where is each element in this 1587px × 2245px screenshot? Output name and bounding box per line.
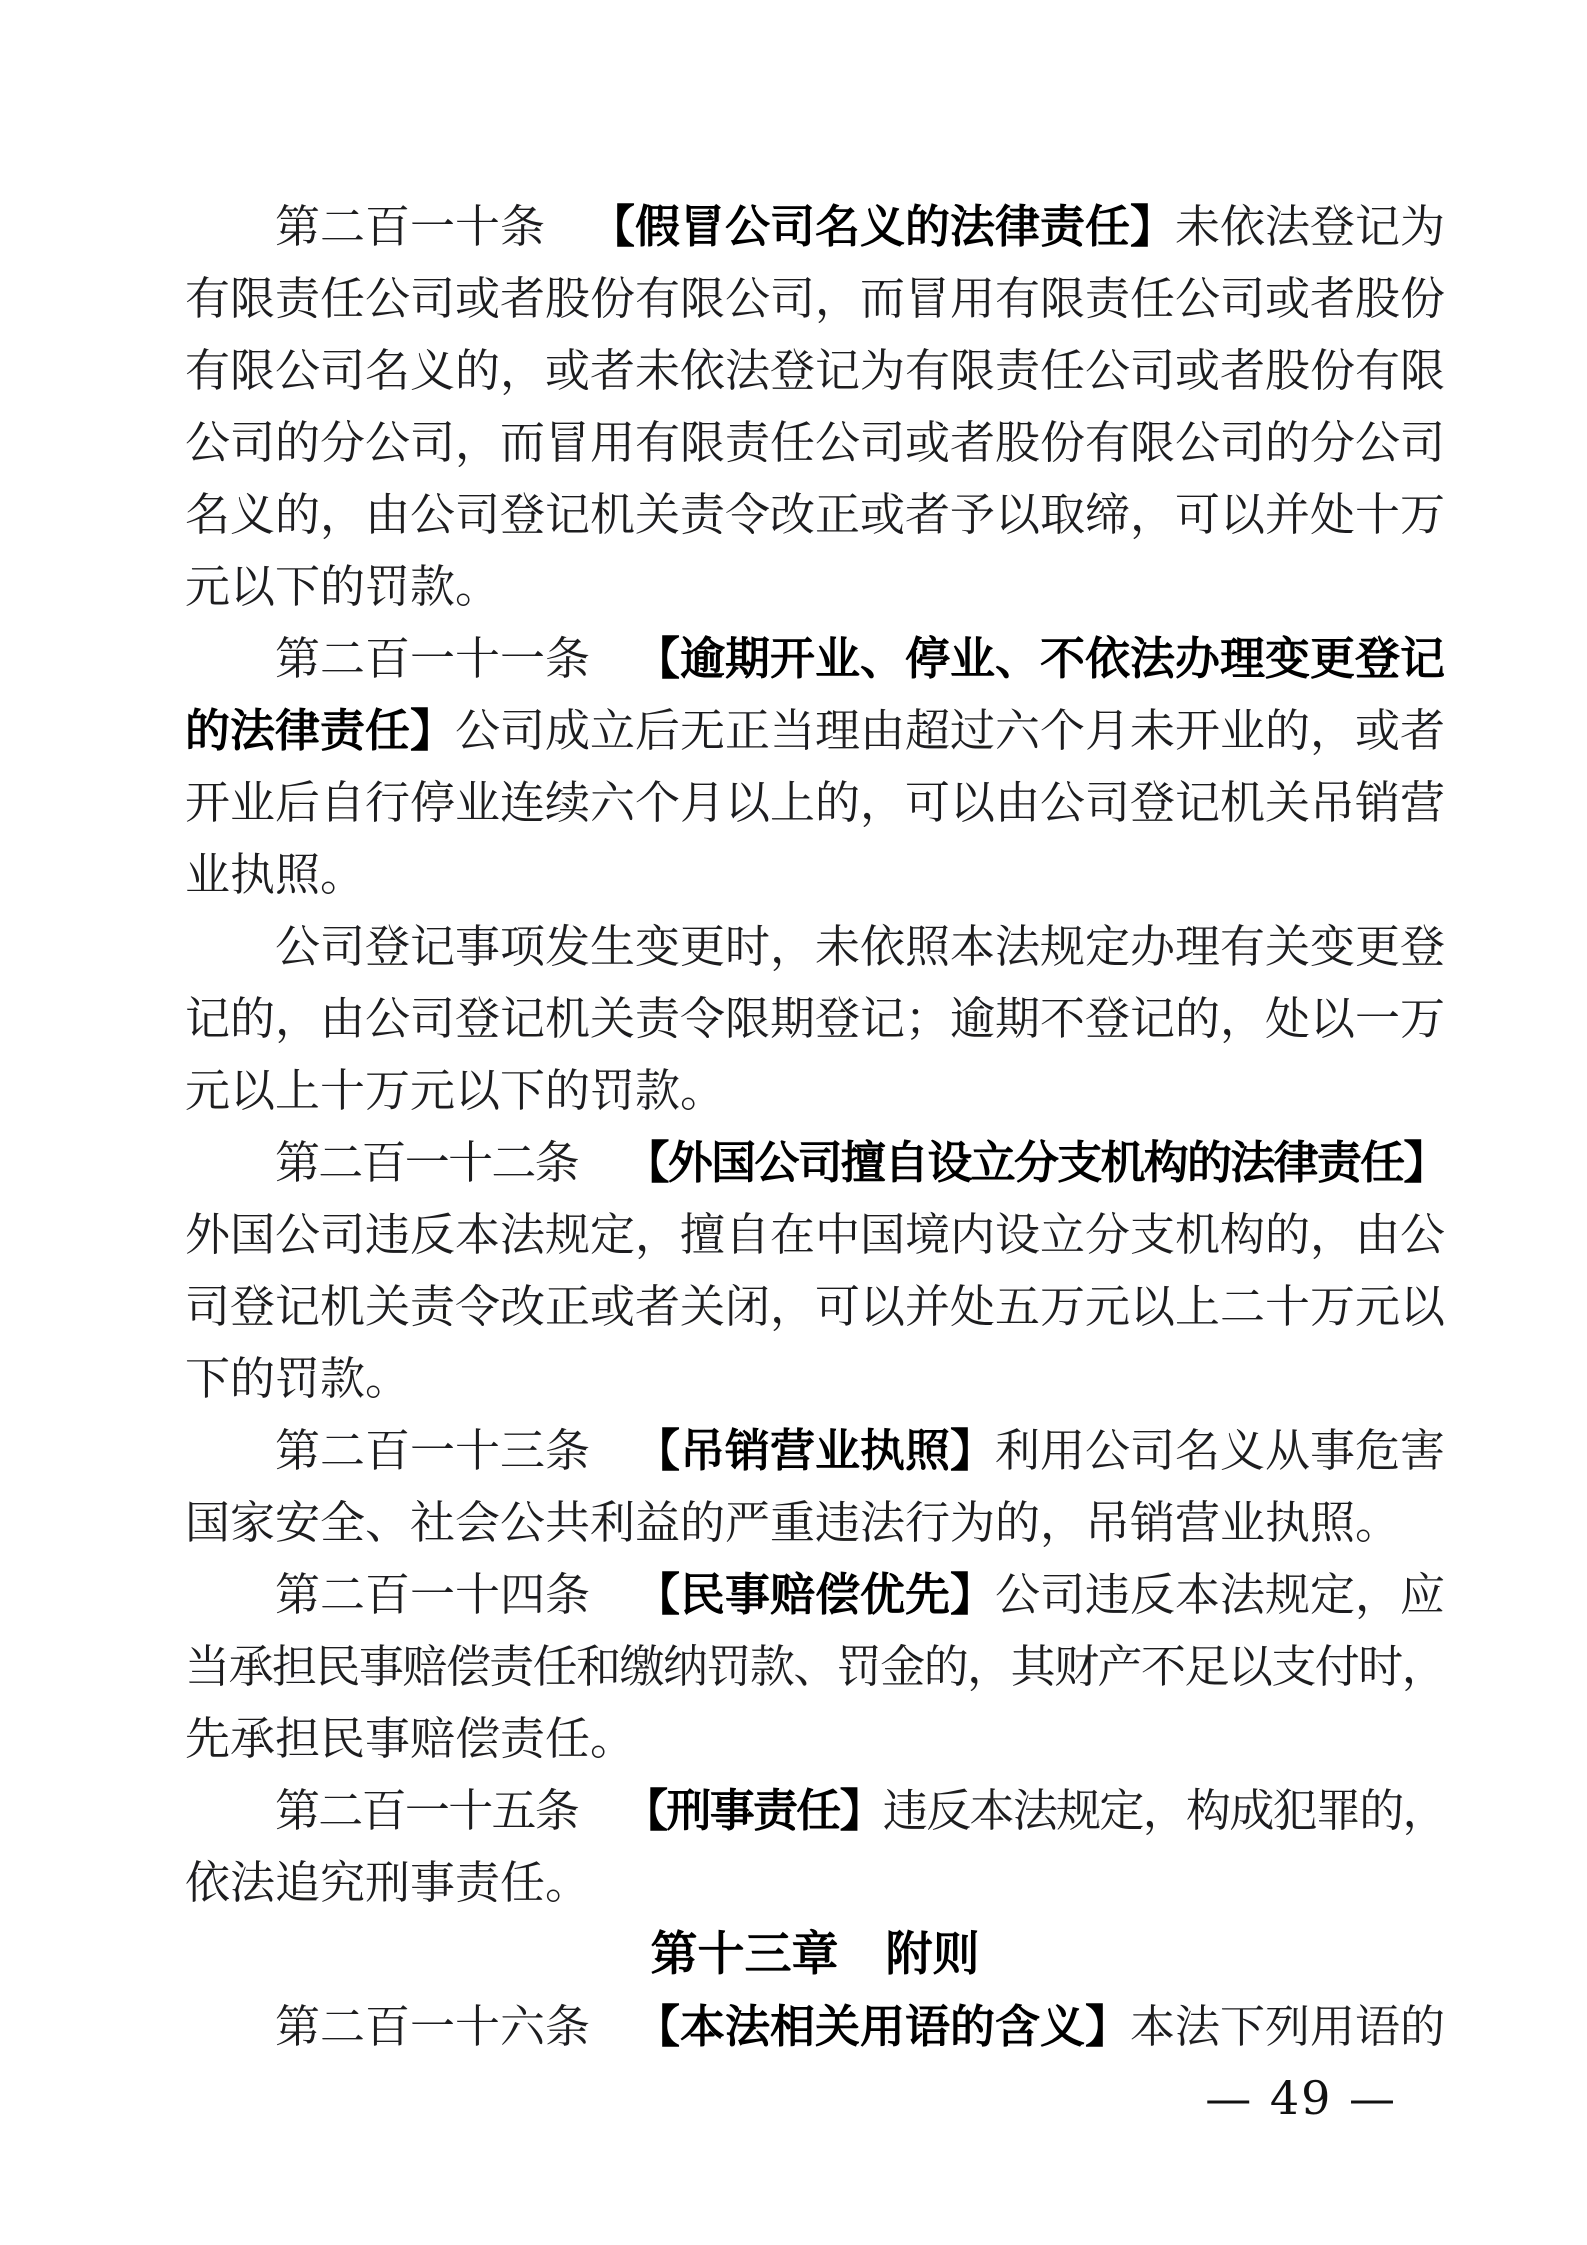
text-segment: 国家安全、社会公共利益的严重违法行为的，吊销营业执照。 xyxy=(185,1496,1401,1549)
text-segment: 第二百一十一条 xyxy=(275,632,591,685)
text-line xyxy=(185,1127,1445,1199)
text-segment: 公司登记事项发生变更时，未依照本法规定办理有关变更登 xyxy=(275,920,1446,973)
text-segment: 第二百一十条 xyxy=(275,200,546,253)
text-segment: 当承担民事赔偿责任和缴纳罚款、罚金的，其财产不足以支付时， xyxy=(185,1640,1445,1693)
text-segment: 未依法登记为 xyxy=(1175,200,1446,253)
text-segment: 公司成立后无正当理由超过六个月未开业的，或者 xyxy=(455,704,1446,757)
text-segment: 公司违反本法规定，应 xyxy=(995,1568,1446,1621)
text-line xyxy=(185,1775,1445,1847)
text-segment: 先承担民事赔偿责任。 xyxy=(185,1712,636,1765)
text-line xyxy=(185,1847,1445,1919)
text-segment xyxy=(590,1415,635,1487)
text-segment xyxy=(578,1127,623,1199)
text-line xyxy=(185,191,1445,263)
text-segment: 本法下列用语的 xyxy=(1130,2000,1446,2053)
text-segment: 元以上十万元以下的罚款。 xyxy=(185,1064,726,1117)
text-segment: 有限责任公司或者股份有限公司，而冒用有限责任公司或者股份 xyxy=(185,272,1446,325)
text-line xyxy=(185,1703,1445,1775)
text-segment xyxy=(578,1775,623,1847)
text-line xyxy=(185,695,1445,767)
chapter-heading xyxy=(185,1919,1445,1991)
article-title-segment: 的法律责任】 xyxy=(185,704,456,757)
text-line xyxy=(185,1271,1445,1343)
text-segment xyxy=(545,191,590,263)
text-segment: 业执照。 xyxy=(185,848,366,901)
text-block xyxy=(185,191,1445,2063)
text-line xyxy=(185,623,1445,695)
text-line xyxy=(185,1055,1445,1127)
page-number: — 49 — xyxy=(1205,2071,1397,2125)
text-segment: 第二百一十四条 xyxy=(275,1568,591,1621)
text-segment: 记的，由公司登记机关责令限期登记；逾期不登记的，处以一万 xyxy=(185,992,1446,1045)
text-line xyxy=(185,407,1445,479)
text-segment: 下的罚款。 xyxy=(185,1352,411,1405)
article-title-segment: 【刑事责任】 xyxy=(623,1784,883,1837)
text-segment: 第二百一十二条 xyxy=(275,1136,578,1189)
article-title-segment: 【逾期开业、停业、不依法办理变更登记 xyxy=(635,632,1446,685)
text-segment: 外国公司违反本法规定，擅自在中国境内设立分支机构的，由公 xyxy=(185,1208,1446,1261)
text-segment: 名义的，由公司登记机关责令改正或者予以取缔，可以并处十万 xyxy=(185,488,1446,541)
text-line xyxy=(185,551,1445,623)
article-title-segment: 【民事赔偿优先】 xyxy=(635,1568,996,1621)
text-line xyxy=(185,479,1445,551)
text-line xyxy=(185,263,1445,335)
text-segment xyxy=(590,1559,635,1631)
text-segment: 有限公司名义的，或者未依法登记为有限责任公司或者股份有限 xyxy=(185,344,1446,397)
text-segment xyxy=(590,623,635,695)
text-segment: 公司的分公司，而冒用有限责任公司或者股份有限公司的分公司 xyxy=(185,416,1446,469)
text-segment: 开业后自行停业连续六个月以上的，可以由公司登记机关吊销营 xyxy=(185,776,1446,829)
text-line xyxy=(185,911,1445,983)
text-segment: 元以下的罚款。 xyxy=(185,560,501,613)
text-segment: 依法追究刑事责任。 xyxy=(185,1856,591,1909)
text-segment: 第二百一十五条 xyxy=(275,1784,579,1837)
text-line xyxy=(185,1343,1445,1415)
text-line xyxy=(185,335,1445,407)
text-line xyxy=(185,983,1445,1055)
text-segment: 利用公司名义从事危害 xyxy=(995,1424,1446,1477)
article-title-segment: 【外国公司擅自设立分支机构的法律责任】 xyxy=(622,1136,1446,1189)
text-segment xyxy=(590,1991,635,2063)
text-line xyxy=(185,1559,1445,1631)
text-line xyxy=(185,1199,1445,1271)
text-line xyxy=(185,1487,1445,1559)
article-title-segment: 第十三章 附则 xyxy=(650,1927,980,1982)
text-line xyxy=(185,1631,1445,1703)
text-line xyxy=(185,839,1445,911)
text-segment: 第二百一十三条 xyxy=(275,1424,591,1477)
article-title-segment: 【假冒公司名义的法律责任】 xyxy=(590,200,1176,253)
text-line xyxy=(185,767,1445,839)
text-line xyxy=(185,1415,1445,1487)
article-title-segment: 【吊销营业执照】 xyxy=(635,1424,996,1477)
text-segment: 第二百一十六条 xyxy=(275,2000,591,2053)
text-segment: 司登记机关责令改正或者关闭，可以并处五万元以上二十万元以 xyxy=(185,1280,1446,1333)
text-line xyxy=(185,1991,1445,2063)
text-segment: 违反本法规定，构成犯罪的， xyxy=(882,1784,1446,1837)
article-title-segment: 【本法相关用语的含义】 xyxy=(635,2000,1131,2053)
